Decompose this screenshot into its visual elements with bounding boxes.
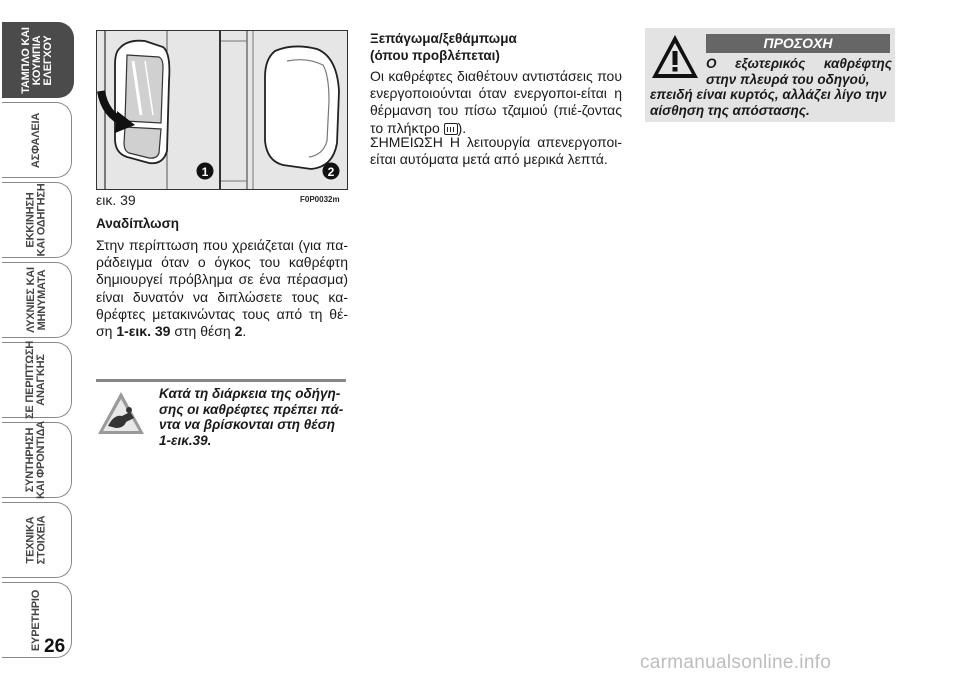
defrost-text: ). — [457, 119, 467, 136]
tab-safety[interactable] — [2, 102, 72, 178]
defrost-subheading: (όπου προβλέπεται) — [370, 48, 500, 63]
tab-dashboard-controls[interactable] — [2, 22, 74, 98]
defrost-note: ΣΗΜΕΙΩΣΗ Η λειτουργία απενεργοποι-είται αυτόματα μετά από μερικά λεπτά. — [370, 134, 622, 168]
page-number: 26 — [44, 636, 66, 657]
folding-heading: Αναδίπλωση — [96, 216, 180, 231]
tab-label: ΣΕ ΠΕΡΙΠΤΩΣΗ ΑΝΑΓΚΗΣ — [24, 340, 48, 420]
position-reference: 2 — [234, 323, 243, 340]
watermark: carmanualsonline.info — [640, 652, 832, 673]
callout-2-label: 2 — [327, 165, 335, 179]
caution-title: ΠΡΟΣΟΧΗ — [706, 34, 890, 53]
tab-label: ΤΑΜΠΛΟ ΚΑΙ ΚΟΥΜΠΙΑ ΕΛΕΓΧΟΥ — [20, 26, 54, 94]
tab-label: ΛΥΧΝΙΕΣ ΚΑΙ ΜΗΝΥΜΑΤΑ — [24, 267, 48, 333]
tab-emergency[interactable] — [2, 342, 72, 418]
defrost-heading: Ξεπάγωμα/ξεθάμπωμα — [370, 31, 517, 46]
figure-caption: εικ. 39 — [96, 192, 136, 208]
folding-text: Στην περίπτωση που χρειάζεται (για πα-ράδειγμα όταν ο όγκος του καθρέφτη δημιουργεί πρόβλημα σε ένα πέρασμα) είναι δυνατόν να διπλώσετε τους κα-θρέφτες μετακινώντας τους από τη θέ-ση — [96, 237, 348, 340]
defrost-paragraph — [370, 68, 622, 137]
warning-divider — [96, 379, 346, 382]
tab-label: ΣΥΝΤΗΡΗΣΗ ΚΑΙ ΦΡΟΝΤΙΔΑ — [24, 420, 48, 500]
caution-text: Ο εξωτερικός καθρέφτης στην πλευρά του οδηγού, — [706, 56, 892, 87]
tab-lights-messages[interactable] — [2, 262, 72, 338]
caution-text-continued: επειδή είναι κυρτός, αλλάζει λίγο την αίσθηση της απόστασης. — [650, 87, 887, 118]
mirror-figure — [96, 30, 348, 190]
tab-label: ΤΕΧΝΙΚΑ ΣΤΟΙΧΕΙΑ — [24, 515, 48, 565]
tab-label: ΕΥΡΕΤΗΡΙΟ — [29, 589, 42, 651]
tab-label: ΑΣΦΑΛΕΙΑ — [29, 112, 42, 168]
tab-technical-data[interactable] — [2, 502, 72, 578]
figure-reference: 1-εικ. 39 — [116, 323, 171, 340]
tab-maintenance[interactable] — [2, 422, 72, 498]
folding-text: στη θέση — [170, 323, 235, 340]
defrost-text: Οι καθρέφτες διαθέτουν αντιστάσεις που ενεργοποιούνται όταν ενεργοποι-είται η θέρμανση του πίσω τζαμιού (πιέ-ζοντας το πλήκτρο — [370, 68, 622, 136]
folding-paragraph — [96, 237, 348, 340]
caution-triangle-icon — [650, 33, 700, 80]
tab-label: ΕΚΚΙΝΗΣΗ ΚΑΙ ΟΔΗΓΗΣΗ — [24, 183, 48, 257]
warning-text: Κατά τη διάρκεια της οδήγη-σης οι καθρέφτες πρέπει πά-ντα να βρίσκονται στη θέση 1-εικ.39. — [159, 386, 344, 448]
mirror-illustration — [97, 31, 348, 190]
callout-1-label: 1 — [201, 165, 209, 179]
figure-code: F0P0032m — [300, 195, 340, 204]
steering-wheel-warning-icon — [96, 390, 146, 436]
rear-window-heater-icon — [444, 123, 458, 135]
folding-text: . — [242, 323, 247, 340]
tab-starting-driving[interactable] — [2, 182, 72, 258]
